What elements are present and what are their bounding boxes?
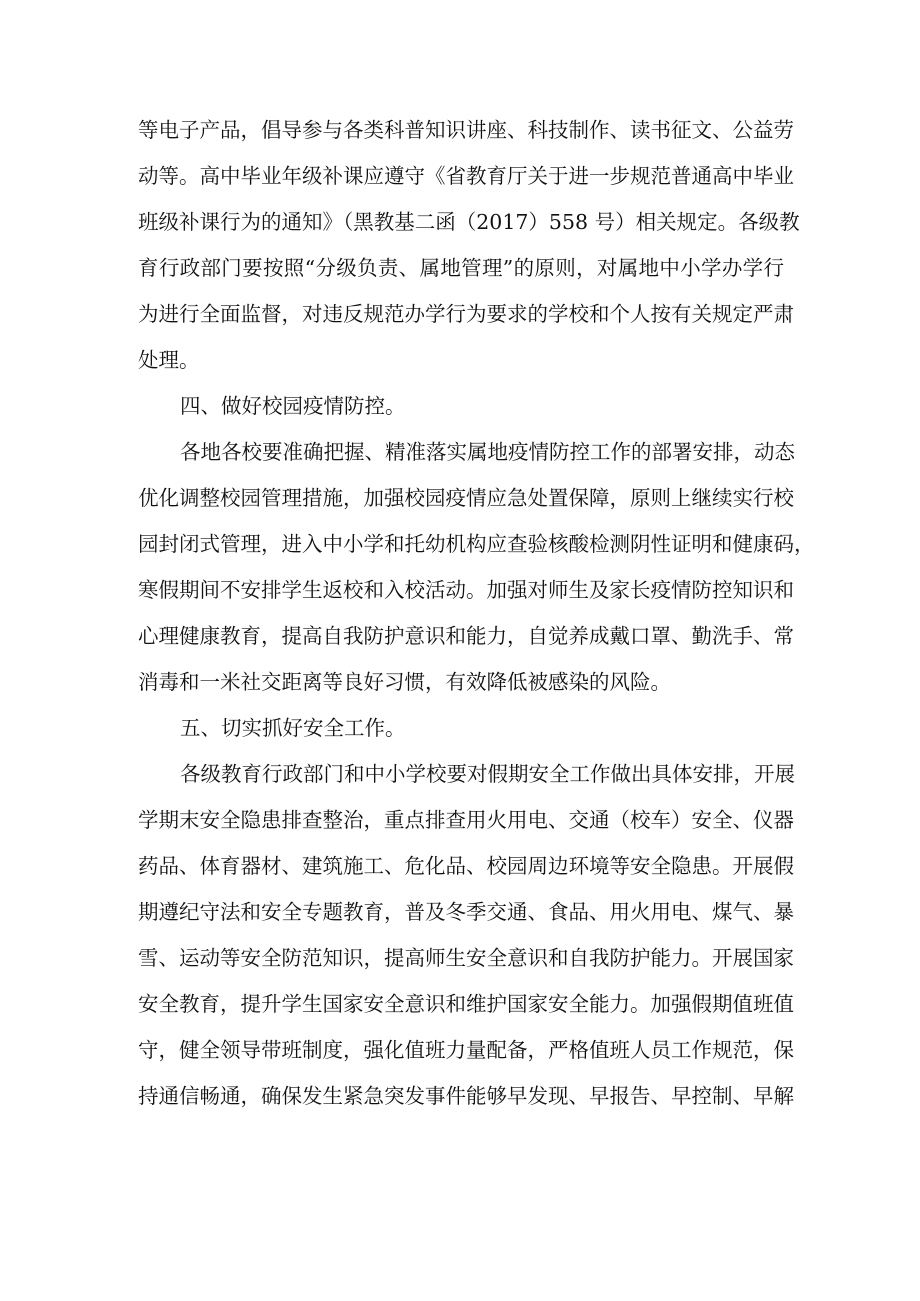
paragraph-line: 学期末安全隐患排查整治，重点排查用火用电、交通（校车）安全、仪器 bbox=[138, 808, 794, 832]
paragraph-line: 消毒和一米社交距离等良好习惯，有效降低被感染的风险。 bbox=[138, 670, 671, 694]
paragraph-line: 为进行全面监督，对违反规范办学行为要求的学校和个人按有关规定严肃 bbox=[138, 302, 794, 326]
section-heading: 五、切实抓好安全工作。 bbox=[180, 716, 406, 740]
paragraph-line: 园封闭式管理，进入中小学和托幼机构应查验核酸检测阴性证明和健康码， bbox=[138, 532, 815, 556]
paragraph-line: 各级教育行政部门和中小学校要对假期安全工作做出具体安排，开展 bbox=[180, 762, 795, 786]
paragraph-line: 雪、运动等安全防范知识，提高师生安全意识和自我防护能力。开展国家 bbox=[138, 946, 794, 970]
paragraph-line: 寒假期间不安排学生返校和入校活动。加强对师生及家长疫情防控知识和 bbox=[138, 578, 794, 602]
paragraph-line: 班级补课行为的通知》（黑教基二函（2017）558 号）相关规定。各级教 bbox=[138, 210, 800, 234]
paragraph-line: 各地各校要准确把握、精准落实属地疫情防控工作的部署安排，动态 bbox=[180, 440, 795, 464]
paragraph-line: 守，健全领导带班制度，强化值班力量配备，严格值班人员工作规范，保 bbox=[138, 1038, 794, 1062]
paragraph-line: 药品、体育器材、建筑施工、危化品、校园周边环境等安全隐患。开展假 bbox=[138, 854, 794, 878]
paragraph-line: 期遵纪守法和安全专题教育，普及冬季交通、食品、用火用电、煤气、暴 bbox=[138, 900, 794, 924]
paragraph-line: 育行政部门要按照“分级负责、属地管理”的原则，对属地中小学办学行 bbox=[138, 256, 784, 280]
paragraph-line: 等电子产品，倡导参与各类科普知识讲座、科技制作、读书征文、公益劳 bbox=[138, 118, 794, 142]
paragraph-line: 心理健康教育，提高自我防护意识和能力，自觉养成戴口罩、勤洗手、常 bbox=[138, 624, 794, 648]
paragraph-line: 持通信畅通，确保发生紧急突发事件能够早发现、早报告、早控制、早解 bbox=[138, 1084, 794, 1108]
paragraph-line: 安全教育，提升学生国家安全意识和维护国家安全能力。加强假期值班值 bbox=[138, 992, 794, 1016]
paragraph-line: 动等。高中毕业年级补课应遵守《省教育厅关于进一步规范普通高中毕业 bbox=[138, 164, 794, 188]
paragraph-line: 优化调整校园管理措施，加强校园疫情应急处置保障，原则上继续实行校 bbox=[138, 486, 794, 510]
paragraph-line: 处理。 bbox=[138, 348, 200, 372]
section-heading: 四、做好校园疫情防控。 bbox=[180, 394, 406, 418]
